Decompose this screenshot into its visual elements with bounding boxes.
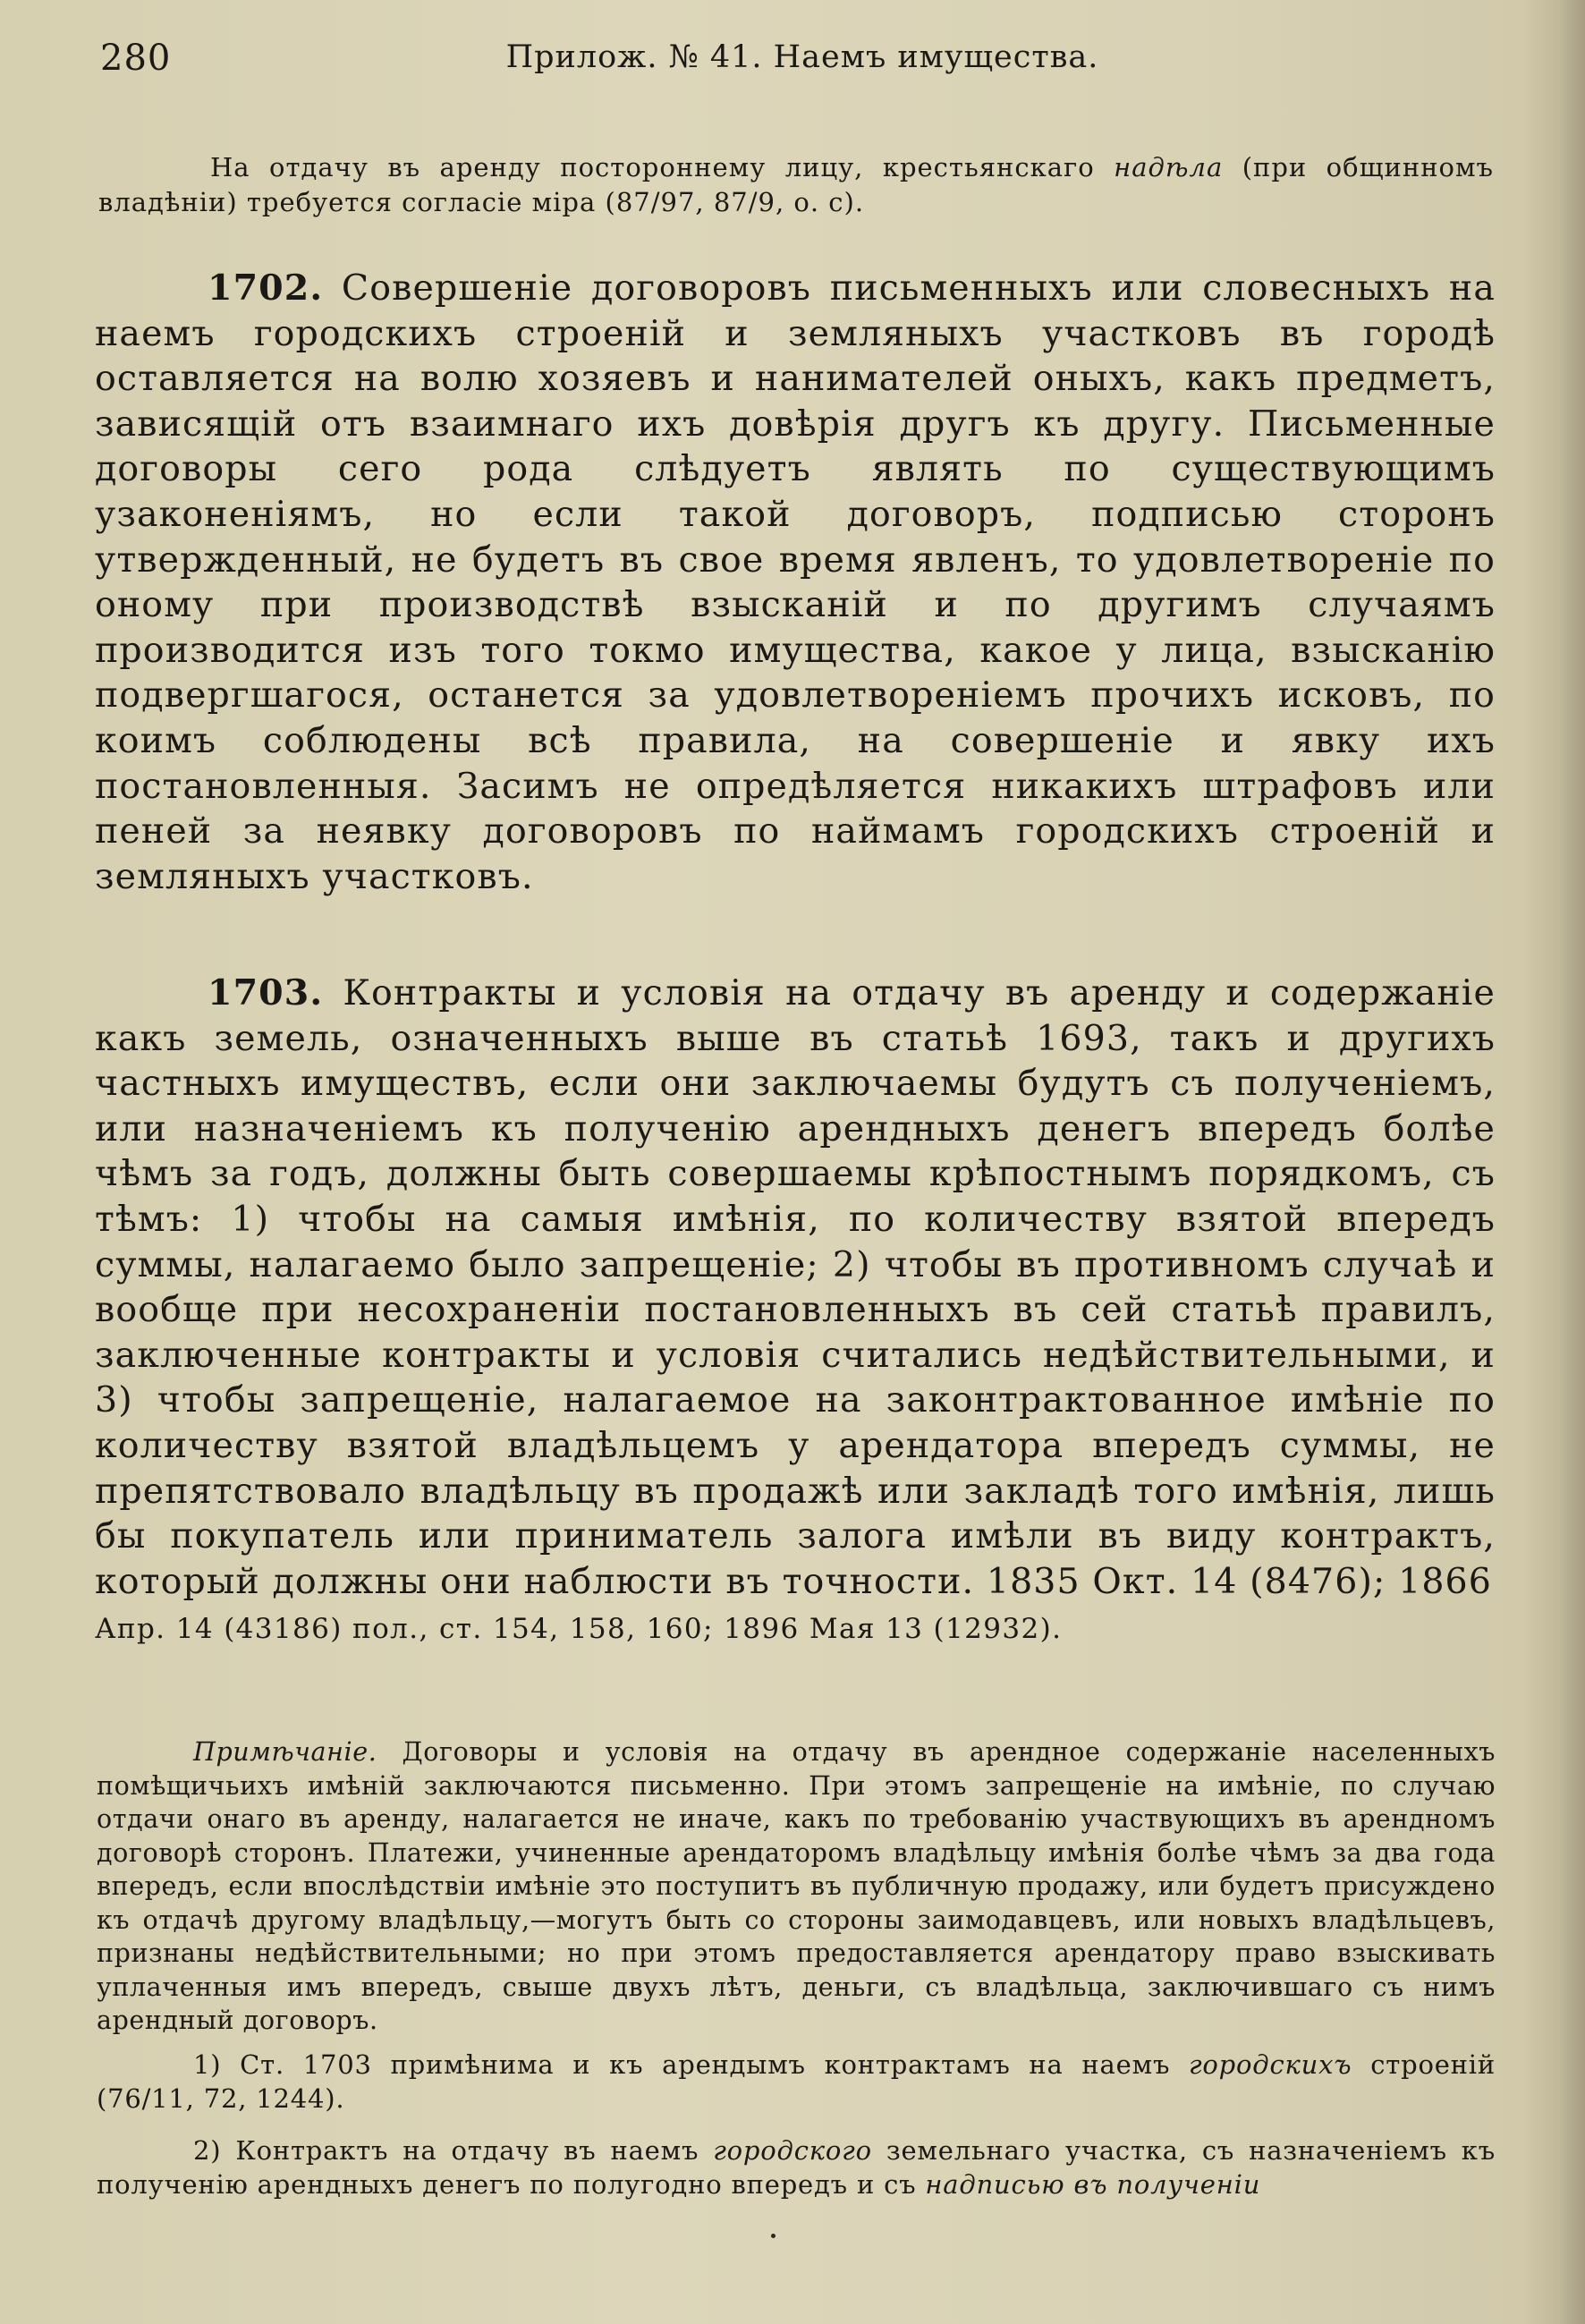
point-2-text-italic-1: городского bbox=[713, 2135, 872, 2166]
article-number: 1702. bbox=[208, 267, 324, 309]
point-2-text-middle: земельнаго участка, съ назначеніемъ къ полученію арендныхъ денегъ по полугодно впередъ и съ bbox=[97, 2135, 1496, 2200]
article-text: Контракты и условія на отдачу въ аренду и содержаніе какъ земель, означенныхъ выше въ статьѣ 1693, такъ и другихъ частныхъ имуществъ, если они заключаемы будутъ съ полученіемъ, или назначеніемъ къ полученію арендныхъ денегъ впередъ болѣе чѣмъ за годъ, должны быть совершаемы крѣпостнымъ порядкомъ, съ тѣмъ: 1) чтобы на самыя имѣнія, по количеству взятой впередъ суммы, налагаемо было запрещеніе; 2) чтобы въ противномъ случаѣ и вообще при несохраненіи постановленныхъ въ сей статьѣ правилъ, заключенные контракты и условія считались недѣйствительными, и 3) чтобы запрещеніе, налагаемое на законтрактованное имѣніе по количеству взятой владѣльцемъ у арендатора впередъ суммы, не препятствовало владѣльцу въ продажѣ или закладѣ того имѣнія, лишь бы покупатель или приниматель залога имѣли въ виду контрактъ, который должны они наблюсти въ точности. bbox=[95, 972, 1496, 1602]
point-2 bbox=[97, 2133, 1496, 2201]
article-citation: 1835 Окт. 14 (8476); 1866 bbox=[974, 1560, 1493, 1602]
article-number: 1703. bbox=[208, 972, 324, 1014]
intro-text-after: (при общинномъ владѣніи) требуется согласіе міра (87/97, 87/9, о. с). bbox=[98, 152, 1494, 217]
point-1-text-italic: городскихъ bbox=[1188, 2049, 1352, 2080]
article-text: Совершеніе договоровъ письменныхъ или словесныхъ на наемъ городскихъ строеній и земляныхъ участковъ въ городѣ оставляется на волю хозяевъ и нанимателей оныхъ, какъ предметъ, зависящій отъ взаимнаго ихъ довѣрія другъ къ другу. Письменные договоры сего рода слѣдуетъ являть по существующимъ узаконеніямъ, но если такой договоръ, подписью сторонъ утвержденный, не будетъ въ свое время явленъ, то удовлетвореніе по оному при производствѣ взысканій и по другимъ случаямъ производится изъ того токмо имущества, какое у лица, взысканію подвергшагося, останется за удовлетвореніемъ прочихъ исковъ, по коимъ соблюдены всѣ правила, на совершеніе и явку ихъ постановленныя. Засимъ не опредѣляется никакихъ штрафовъ или пеней за неявку договоровъ по наймамъ городскихъ строеній и земляныхъ участковъ. bbox=[95, 267, 1496, 897]
note-paragraph bbox=[97, 1735, 1496, 2038]
article-citation-continued: Апр. 14 (43186) пол., ст. 154, 158, 160; 1896 Мая 13 (12932). bbox=[95, 1613, 1063, 1646]
article-1703 bbox=[95, 971, 1496, 1652]
intro-text-italic: надѣла bbox=[1114, 152, 1224, 182]
point-2-text-italic-2: надписью въ полученіи bbox=[925, 2169, 1261, 2200]
point-2-text-before: 2) Контрактъ на отдачу въ наемъ bbox=[193, 2135, 714, 2166]
point-1-text-after: строеній (76/11, 72, 1244). bbox=[97, 2049, 1496, 2114]
intro-text-before: На отдачу въ аренду постороннему лицу, крестьянскаго bbox=[210, 152, 1115, 182]
running-head: Прилож. № 41. Наемъ имущества. bbox=[505, 39, 1099, 75]
print-speck bbox=[771, 2234, 776, 2238]
point-1-text-before: 1) Ст. 1703 примѣнима и къ арендымъ контрактамъ на наемъ bbox=[193, 2049, 1189, 2080]
article-1702 bbox=[95, 266, 1496, 899]
intro-paragraph bbox=[98, 150, 1494, 220]
page-header bbox=[100, 38, 1504, 91]
page-number: 280 bbox=[100, 38, 172, 79]
page-edge-shadow bbox=[1522, 0, 1585, 2324]
note-text: Договоры и условія на отдачу въ арендное содержаніе населенныхъ помѣщичьихъ имѣній заключаются письменно. При этомъ запрещеніе на имѣніе, по случаю отдачи онаго въ аренду, налагается не иначе, какъ по требованію участвующихъ въ арендномъ договорѣ сторонъ. Платежи, учиненные арендаторомъ владѣльцу имѣнія болѣе чѣмъ за два года впередъ, если впослѣдствіи имѣніе это поступитъ въ публичную продажу, или будетъ присуждено къ отдачѣ другому владѣльцу,—могутъ быть со стороны заимодавцевъ, или новыхъ владѣльцевъ, признаны недѣйствительными; но при этомъ предоставляется арендатору право взыскивать уплаченныя имъ впередъ, свыше двухъ лѣтъ, деньги, съ владѣльца, заключившаго съ нимъ арендный договоръ. bbox=[97, 1737, 1496, 2035]
note-label: Примѣчаніе. bbox=[193, 1737, 377, 1767]
point-1 bbox=[97, 2048, 1496, 2116]
